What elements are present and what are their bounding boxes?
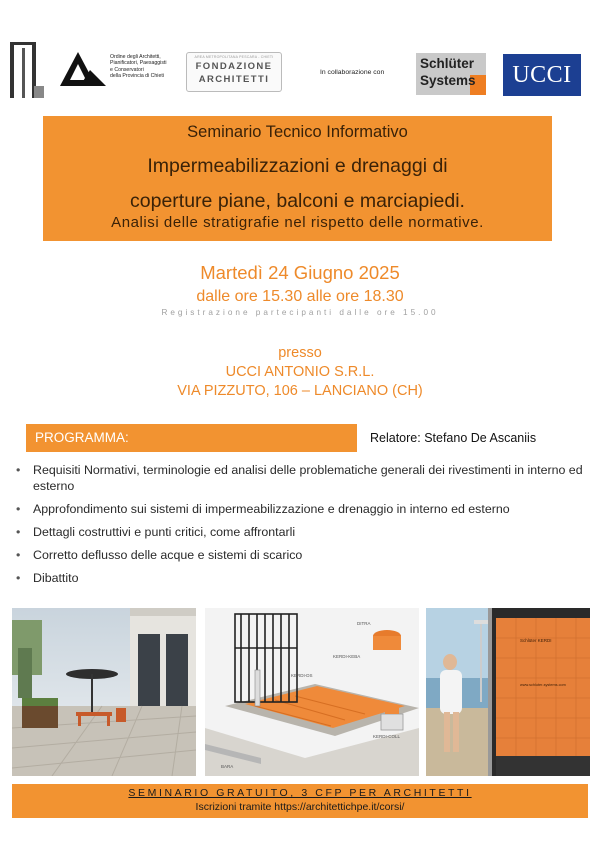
fondazione-line1: FONDAZIONE	[195, 61, 273, 72]
schluter-line2: Systems	[420, 73, 476, 88]
kerdi-label: Schlüter KERDI	[520, 638, 552, 643]
fondazione-architetti-logo	[186, 52, 282, 92]
seminar-subtitle: Analisi delle stratigrafie nel rispetto delle normative.	[111, 214, 484, 231]
schluter-line1: Schlüter	[420, 56, 475, 71]
diagram-label-keba: KERDI-KEBA	[333, 654, 361, 659]
bullet: •	[16, 571, 21, 585]
diagram-label-bara: BARA	[221, 764, 234, 769]
speaker: Relatore: Stefano De Ascaniis	[370, 431, 537, 445]
bullet: •	[16, 502, 21, 516]
program-list	[14, 462, 584, 593]
waterproofing-diagram	[205, 608, 419, 776]
fondazione-line2: ARCHITETTI	[198, 74, 270, 85]
fondazione-small-text: AREA METROPOLITANA PESCARA - CHIETI	[194, 55, 274, 59]
ucci-logo: UCCI	[503, 54, 581, 96]
footer-banner	[12, 784, 588, 818]
list-item: • Approfondimento sui sistemi di impermeabilizzazione e drenaggio in interno ed esterno	[16, 502, 510, 516]
location-address: VIA PIZZUTO, 106 – LANCIANO (CH)	[177, 383, 423, 399]
diagram-label-ditra: DITRA	[357, 621, 371, 626]
schluter-systems-logo	[416, 53, 490, 95]
event-date: Martedì 24 Giugno 2025	[200, 262, 400, 283]
column-logo	[10, 40, 44, 100]
bullet: •	[16, 463, 21, 477]
shower-photo	[426, 608, 590, 776]
diagram-label-coll: KERDI-COLL	[373, 734, 401, 739]
footer-registration-link[interactable]: Iscrizioni tramite https://architettichpe.it/corsi/	[195, 801, 405, 813]
seminar-title-line2: coperture piane, balconi e marciapiedi.	[130, 190, 465, 212]
location-block	[0, 344, 600, 401]
list-item: • Dibattito	[16, 571, 79, 585]
presso-label: presso	[278, 345, 322, 361]
programma-heading: PROGRAMMA:	[26, 424, 357, 452]
title-banner	[43, 116, 552, 241]
list-item: • Requisiti Normativi, terminologie ed analisi delle problematiche generali dei rivestimenti in interno ed esterno	[16, 463, 583, 493]
seminar-title-line1: Impermeabilizzazioni e drenaggi di	[147, 155, 448, 177]
ordine-architetti-logo	[58, 46, 178, 96]
footer-cfp: SEMINARIO GRATUITO, 3 CFP PER ARCHITETTI	[128, 787, 472, 799]
event-time: dalle ore 15.30 alle ore 18.30	[196, 288, 404, 305]
location-name: UCCI ANTONIO S.R.L.	[225, 364, 375, 380]
diagram-label-ds: KERDI-DS	[291, 673, 313, 678]
terrace-photo	[12, 608, 196, 776]
registration-time: Registrazione partecipanti dalle ore 15.00	[161, 308, 439, 317]
bullet: •	[16, 548, 21, 562]
header	[0, 36, 600, 106]
seminar-type: Seminario Tecnico Informativo	[187, 123, 408, 141]
list-item: • Dettagli costruttivi e punti critici, come affrontarli	[16, 525, 296, 539]
kerdi-url: www.schluter-systems.com	[520, 683, 566, 687]
ordine-text: Ordine degli Architetti, Pianificatori, Paesaggisti e Conservatori della Provincia di Chieti	[110, 54, 167, 80]
photo-strip	[0, 608, 600, 778]
list-item: • Corretto deflusso delle acque e sistemi di scarico	[16, 548, 303, 562]
collaboration-text: In collaborazione con	[320, 69, 385, 76]
bullet: •	[16, 525, 21, 539]
